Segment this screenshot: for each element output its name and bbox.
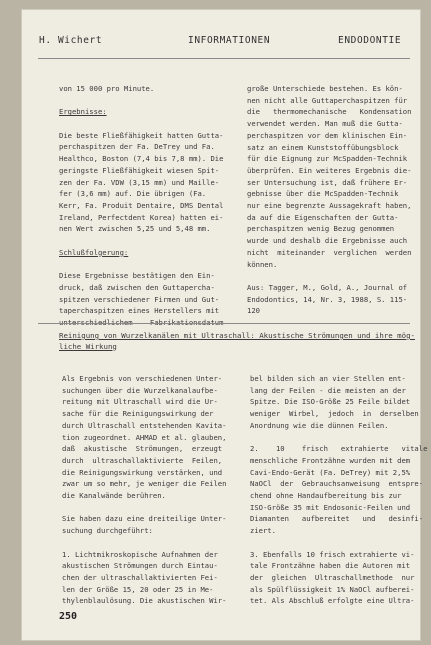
text-line: verwendet werden. Man muß die Gutta- [247,119,403,129]
text-line: von 15 000 pro Minute. [59,84,155,93]
text-line: gebnisse über die McSpadden-Technik [247,189,399,199]
header-rule [38,58,410,59]
section-heading: Ergebnisse: [59,107,107,117]
article1-right-column [247,83,412,317]
text-line: perchaspitzen der Fa. DeTrey und Fa. [59,142,215,152]
section-heading: Schlußfolgerung: [59,247,129,257]
text-line: Cavi-Endo-Gerät (Fa. DeTrey) mit 2,5% [250,467,411,477]
text-line: Aus: Tagger, M., Gold, A., Journal of [247,282,408,292]
header-author: H. Wichert [39,35,103,46]
text-line: tet. Als Abschluß erfolgte eine Ultra- [250,596,415,606]
article2-left-column [62,373,242,607]
text-line: druck, daß zwischen den Guttapercha- [59,282,215,292]
text-line: Sie haben dazu eine dreiteilige Unter- [62,514,227,524]
article2-right-column [250,373,428,607]
article1-left-column [59,83,239,329]
text-line: die Kanalwände berühren. [62,491,166,501]
blank-line [250,537,410,549]
blank-line [59,118,239,130]
text-line: bel bilden sich an vier Stellen ent- [250,374,406,383]
text-line: Spitze. Die ISO-Größe 25 Feile bildet [250,397,411,407]
text-line: len der Größe 15, 20 oder 25 in Me- [62,584,214,594]
blank-line [62,502,242,514]
text-line: chend ohne Handaufbereitung bis zur [250,491,402,501]
article2-title-line: liche Wirkung [59,341,117,351]
header-category: ENDODONTIE [338,35,402,46]
blank-line [59,235,239,247]
text-line: Diamanten aufbereitet und desinfi- [250,514,424,524]
article2-title-line: Reinigung von Wurzelkanälen mit Ultraschall: Akustische Strömungen und ihre mög- [59,331,415,340]
text-line: daß akustische Strömungen, erzeugt [62,444,223,454]
text-line: für die Eignung zur McSpadden-Technik [247,154,408,164]
text-line: perchaspitzen wenig Bezug genommen [247,224,395,234]
text-line: geringste Fließfähigkeit wiesen Spit- [59,165,220,175]
text-line: Diese Ergebnisse bestätigen den Ein- [59,271,215,281]
text-line: ziert. [250,526,276,536]
text-line: die thermomechanische Kondensation [247,107,412,117]
article-divider-rule [38,323,410,324]
text-line: nicht miteinander verglichen werden [247,247,412,257]
text-line: lang der Feilen - die meisten an der [250,385,406,395]
text-line: durch Ultraschall entstehenden Kavita- [62,420,227,430]
text-line: der gleichen Ultraschallmethode nur [250,572,415,582]
text-line: Ireland, Perfectdent Korea) hatten ei- [59,212,224,222]
text-line: zen der Fa. VDW (3,15 mm) und Maille- [59,177,220,187]
header-section: INFORMATIONEN [188,35,271,46]
text-line: 3. Ebenfalls 10 frisch extrahierte vi- [250,549,415,559]
page-number: 250 [59,611,78,622]
blank-line [62,537,242,549]
text-line: nur eine begrenzte Aussagekraft haben, [247,201,412,211]
text-line: 2. 10 frisch extrahierte vitale [250,444,428,454]
text-line: satz an einem Kunststoffübungsblock [247,142,399,152]
text-line: Die beste Fließfähigkeit hatten Gutta- [59,130,224,140]
text-line: Endodontics, 14, Nr. 3, 1988, S. 115- [247,294,408,304]
text-line: spitzen verschiedener Firmen und Gut- [59,294,220,304]
text-line: ISO-Größe 35 mit Endosonic-Feilen und [250,502,411,512]
text-line: als Spülflüssigkeit 1% NaOCl aufberei- [250,584,415,594]
text-line: tale Frontzähne haben die Autoren mit [250,561,411,571]
text-line: nen Wert zwischen 5,25 und 5,48 mm. [59,224,211,234]
text-line: akustischen Strömungen durch Eintau- [62,561,218,571]
text-line: chen der ultraschallaktivierten Fei- [62,572,218,582]
text-line: da auf die Eigenschaften der Gutta- [247,212,399,222]
text-line: große Unterschiede bestehen. Es kön- [247,84,403,93]
text-line: können. [247,259,278,269]
blank-line [250,432,410,444]
text-line: die Reinigungswirkung verstärken, und [62,467,223,477]
text-line: Healthco, Boston (7,4 bis 7,8 mm). Die [59,154,224,164]
text-line: ser Untersuchung ist, daß frühere Er- [247,177,408,187]
text-line: taperchaspitzen eines Herstellers mit [59,306,220,316]
article2-title [59,331,415,352]
text-line: fer (3,6 mm) auf. Die übrigen (Fa. [59,189,207,199]
blank-line [59,95,239,107]
text-line: wurde und deshalb die Ergebnisse auch [247,236,408,246]
blank-line [59,259,239,271]
text-line: Kerr, Fa. Produit Dentaire, DMS Dental [59,201,224,210]
blank-line [247,270,407,282]
text-line: NaOCl der Gebrauchsanweisung entspre- [250,479,424,489]
text-line: suchungen über die Wurzelkanalaufbe- [62,385,218,395]
text-line: menschliche Frontzähne wurden mit dem [250,455,411,465]
text-line: perchaspitzen vor dem klinischen Ein- [247,130,408,140]
text-line: zwar um so mehr, je weniger die Feilen [62,479,227,489]
text-line: suchung durchgeführt: [62,526,153,536]
text-line: überprüfen. Ein weiteres Ergebnis die- [247,165,412,175]
text-line: tion zugeordnet. AHMAD et al. glauben, [62,432,227,442]
text-line: reitung mit Ultraschall wird die Ur- [62,397,218,407]
text-line: thylenblaulösung. Die akustischen Wir- [62,596,227,606]
text-line: 1. Lichtmikroskopische Aufnahmen der [62,549,218,559]
text-line: 120 [247,306,260,316]
text-line: durch ultraschallaktivierte Feilen, [62,455,223,465]
text-line: weniger Wirbel, jedoch in derselben [250,409,419,419]
text-line: sache für die Reinigungswirkung der [62,409,214,419]
text-line: Als Ergebnis von verschiedenen Unter- [62,374,223,383]
text-line: Anordnung wie die dünnen Feilen. [250,420,389,430]
text-line: nen nicht alle Guttaperchaspitzen für [247,95,408,105]
